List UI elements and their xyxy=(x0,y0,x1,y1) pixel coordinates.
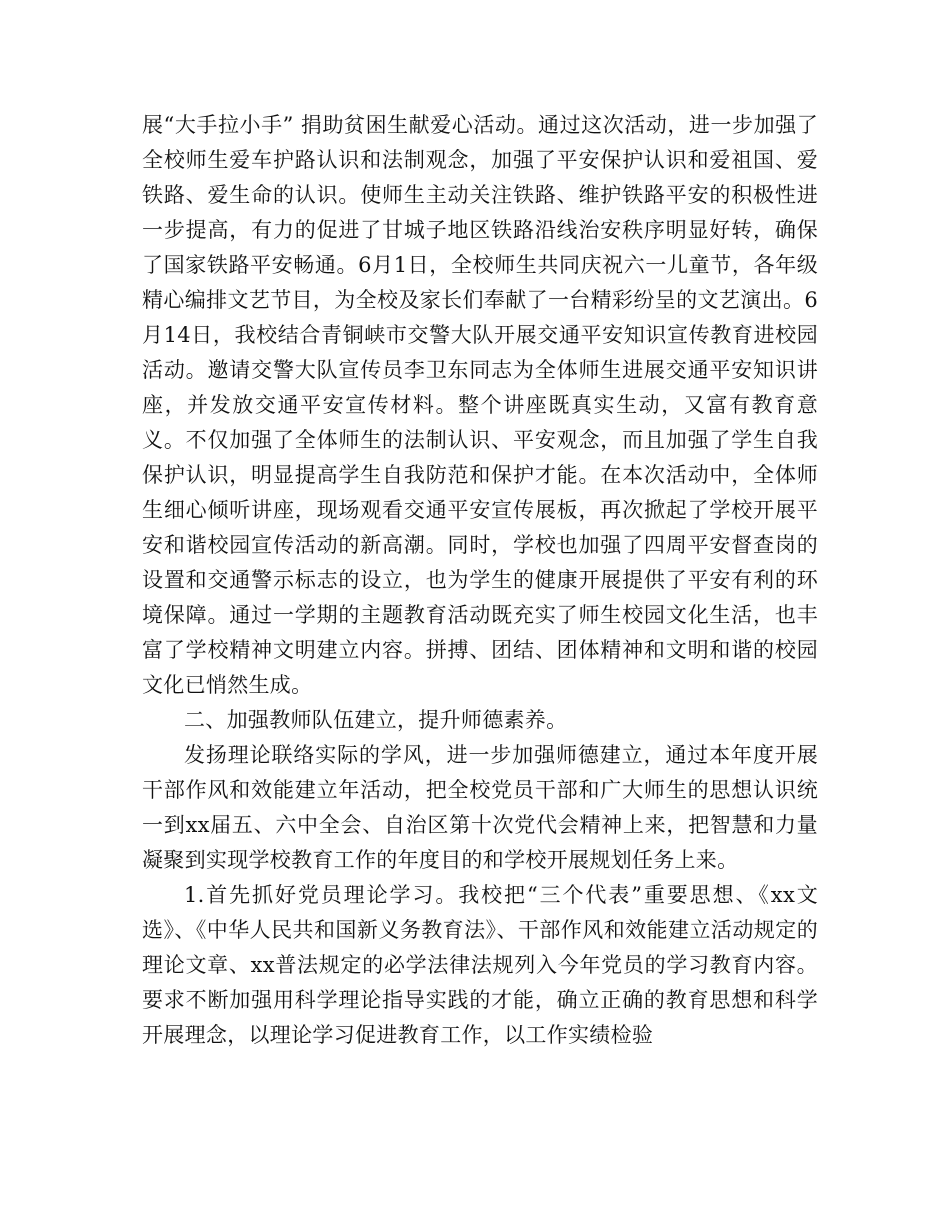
section-heading-teacher-team: 二、加强教师队伍建立，提升师德素养。 xyxy=(184,708,568,732)
document-body xyxy=(142,108,818,1053)
paragraph-study-style: 发扬理论联络实际的学风，进一步加强师德建立，通过本年度开展干部作风和效能建立年活动，把全校党员干部和广大师生的思想认识统一到xx届五、六中全会、自治区第十次党代会精神上来，把智慧和力量凝聚到实现学校教育工作的年度目的和学校开展规划任务上来。 xyxy=(142,743,818,872)
paragraph-party-theory-study: 1.首先抓好党员理论学习。我校把“三个代表”重要思想、《xx文选》、《中华人民共和国新义务教育法》、干部作风和效能建立活动规定的理论文章、xx普法规定的必学法律法规列入今年党员的学习教育内容。要求不断加强用科学理论指导实践的才能，确立正确的教育思想和科学开展理念，以理论学习促进教育工作，以工作实绩检验 xyxy=(142,883,818,1047)
paragraph-activities: 展“大手拉小手” 捐助贫困生献爱心活动。通过这次活动，进一步加强了全校师生爱车护路认识和法制观念，加强了平安保护认识和爱祖国、爱铁路、爱生命的认识。使师生主动关注铁路、维护铁路平安的积极性进一步提高，有力的促进了甘城子地区铁路沿线治安秩序明显好转，确保了国家铁路平安畅通。6月1日，全校师生共同庆祝六一儿童节，各年级精心编排文艺节目，为全校及家长们奉献了一台精彩纷呈的文艺演出。6月14日，我校结合青铜峡市交警大队开展交通平安知识宣传教育进校园活动。邀请交警大队宣传员李卫东同志为全体师生进展交通平安知识讲座，并发放交通平安宣传材料。整个讲座既真实生动，又富有教育意义。不仅加强了全体师生的法制认识、平安观念，而且加强了学生自我保护认识，明显提高学生自我防范和保护才能。在本次活动中，全体师生细心倾听讲座，现场观看交通平安宣传展板，再次掀起了学校开展平安和谐校园宣传活动的新高潮。同时，学校也加强了四周平安督查岗的设置和交通警示标志的设立，也为学生的健康开展提供了平安有利的环境保障。通过一学期的主题教育活动既充实了师生校园文化生活，也丰富了学校精神文明建立内容。拼搏、团结、团体精神和文明和谐的校园文化已悄然生成。 xyxy=(142,113,818,697)
